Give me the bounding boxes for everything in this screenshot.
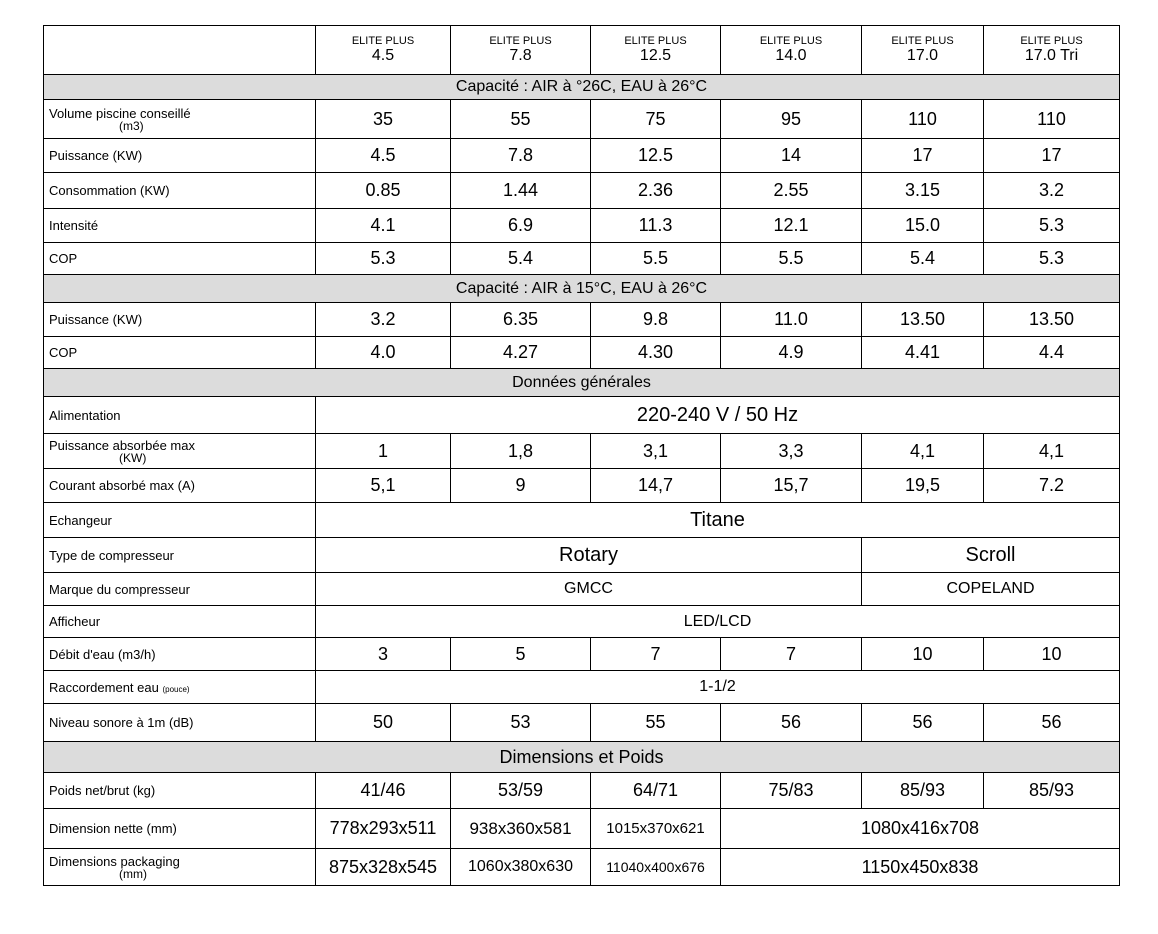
table-row [44,849,1120,886]
row-label: COP [44,337,316,369]
table-row [44,809,1120,849]
value-cell: 4,1 [984,434,1120,469]
table-row [44,173,1120,209]
value-cell: 75/83 [721,773,862,809]
merged-value-cell: 1150x450x838 [721,849,1120,886]
value-cell: 56 [984,704,1120,742]
table-row [44,773,1120,809]
row-label: Dimension nette (mm) [44,809,316,849]
value-cell: 85/93 [984,773,1120,809]
value-cell: 56 [862,704,984,742]
row-label: Volume piscine conseillé (m3) [44,100,316,139]
value-cell: 1015x370x621 [591,809,721,849]
table-row [44,573,1120,606]
value-cell: 4,1 [862,434,984,469]
table-row [44,397,1120,434]
value-cell: 4.5 [316,139,451,173]
value-cell: 95 [721,100,862,139]
row-label: Puissance absorbée max (KW) [44,434,316,469]
value-cell: 2.55 [721,173,862,209]
value-cell: 875x328x545 [316,849,451,886]
merged-value-cell: LED/LCD [316,606,1120,638]
table-row [44,538,1120,573]
value-cell: 12.1 [721,209,862,243]
value-cell: 110 [984,100,1120,139]
value-cell: 4.30 [591,337,721,369]
row-label: Niveau sonore à 1m (dB) [44,704,316,742]
value-cell: 3,1 [591,434,721,469]
row-label: Alimentation [44,397,316,434]
value-cell: 9.8 [591,303,721,337]
value-cell: 6.35 [451,303,591,337]
value-cell: 14,7 [591,469,721,503]
value-cell: 778x293x511 [316,809,451,849]
value-cell: 11040x400x676 [591,849,721,886]
value-cell: 1060x380x630 [451,849,591,886]
value-cell: 10 [984,638,1120,671]
value-cell: 110 [862,100,984,139]
value-cell: 4.41 [862,337,984,369]
value-cell: 5,1 [316,469,451,503]
value-cell: 17 [984,139,1120,173]
value-cell: 55 [591,704,721,742]
section-row [44,75,1120,100]
value-cell: 41/46 [316,773,451,809]
merged-value-cell: 1080x416x708 [721,809,1120,849]
row-label: Raccordement eau (pouce) [44,671,316,704]
value-cell: 15,7 [721,469,862,503]
value-cell: 13.50 [984,303,1120,337]
value-cell: 10 [862,638,984,671]
row-label: Puissance (KW) [44,303,316,337]
section-row [44,369,1120,397]
table-row [44,606,1120,638]
row-label: Echangeur [44,503,316,538]
row-label: Puissance (KW) [44,139,316,173]
merged-value-cell: 1-1/2 [316,671,1120,704]
table-row [44,638,1120,671]
spec-table [43,25,1120,886]
table-row [44,671,1120,704]
value-cell: 7 [591,638,721,671]
value-cell: 15.0 [862,209,984,243]
value-cell: 75 [591,100,721,139]
value-cell: 17 [862,139,984,173]
value-cell: 3.15 [862,173,984,209]
model-header: ELITE PLUS 17.0 [862,26,984,75]
value-cell: 13.50 [862,303,984,337]
table-row [44,139,1120,173]
value-cell: 3,3 [721,434,862,469]
value-cell: 55 [451,100,591,139]
value-cell: 1.44 [451,173,591,209]
value-cell: 6.9 [451,209,591,243]
merged-value-cell: 220-240 V / 50 Hz [316,397,1120,434]
value-cell: 938x360x581 [451,809,591,849]
section-row [44,275,1120,303]
value-cell: 2.36 [591,173,721,209]
value-cell: 7.2 [984,469,1120,503]
row-label: Débit d'eau (m3/h) [44,638,316,671]
value-cell: 5.5 [591,243,721,275]
model-header-row [44,26,1120,75]
model-header: ELITE PLUS 17.0 Tri [984,26,1120,75]
row-label: Dimensions packaging (mm) [44,849,316,886]
value-cell: 5.4 [451,243,591,275]
model-header: ELITE PLUS 7.8 [451,26,591,75]
row-label: Afficheur [44,606,316,638]
value-cell: 1,8 [451,434,591,469]
value-cell: 4.9 [721,337,862,369]
value-cell: 19,5 [862,469,984,503]
row-label: Type de compresseur [44,538,316,573]
value-cell: 5.4 [862,243,984,275]
section-row [44,742,1120,773]
model-header: ELITE PLUS 12.5 [591,26,721,75]
value-cell: 14 [721,139,862,173]
value-cell: 35 [316,100,451,139]
value-cell: 3.2 [984,173,1120,209]
row-label: Courant absorbé max (A) [44,469,316,503]
section-general-data: Données générales [44,369,1120,397]
value-cell: 53/59 [451,773,591,809]
model-header: ELITE PLUS 4.5 [316,26,451,75]
value-cell: 7.8 [451,139,591,173]
row-label: Consommation (KW) [44,173,316,209]
header-empty-cell [44,26,316,75]
value-cell: 56 [721,704,862,742]
value-cell: 5.3 [316,243,451,275]
value-cell: 53 [451,704,591,742]
value-cell: 9 [451,469,591,503]
value-cell: 3.2 [316,303,451,337]
row-label: Intensité [44,209,316,243]
value-cell: 11.0 [721,303,862,337]
value-cell: 5.3 [984,209,1120,243]
value-cell: 64/71 [591,773,721,809]
merged-value-cell: GMCC [316,573,862,606]
table-row [44,303,1120,337]
value-cell: 4.1 [316,209,451,243]
value-cell: 11.3 [591,209,721,243]
row-label: Marque du compresseur [44,573,316,606]
table-row [44,100,1120,139]
section-dimensions-weight: Dimensions et Poids [44,742,1120,773]
value-cell: 0.85 [316,173,451,209]
table-row [44,503,1120,538]
value-cell: 1 [316,434,451,469]
table-row [44,704,1120,742]
value-cell: 50 [316,704,451,742]
section-capacity-26: Capacité : AIR à °26C, EAU à 26°C [44,75,1120,100]
table-row [44,434,1120,469]
table-row [44,469,1120,503]
value-cell: 4.4 [984,337,1120,369]
table-row [44,337,1120,369]
section-capacity-15: Capacité : AIR à 15°C, EAU à 26°C [44,275,1120,303]
table-row [44,209,1120,243]
merged-value-cell: COPELAND [862,573,1120,606]
row-label: COP [44,243,316,275]
merged-value-cell: Scroll [862,538,1120,573]
value-cell: 5 [451,638,591,671]
merged-value-cell: Titane [316,503,1120,538]
row-label: Poids net/brut (kg) [44,773,316,809]
value-cell: 3 [316,638,451,671]
value-cell: 4.0 [316,337,451,369]
value-cell: 12.5 [591,139,721,173]
value-cell: 4.27 [451,337,591,369]
model-header: ELITE PLUS 14.0 [721,26,862,75]
table-row [44,243,1120,275]
value-cell: 5.3 [984,243,1120,275]
merged-value-cell: Rotary [316,538,862,573]
value-cell: 5.5 [721,243,862,275]
value-cell: 85/93 [862,773,984,809]
value-cell: 7 [721,638,862,671]
